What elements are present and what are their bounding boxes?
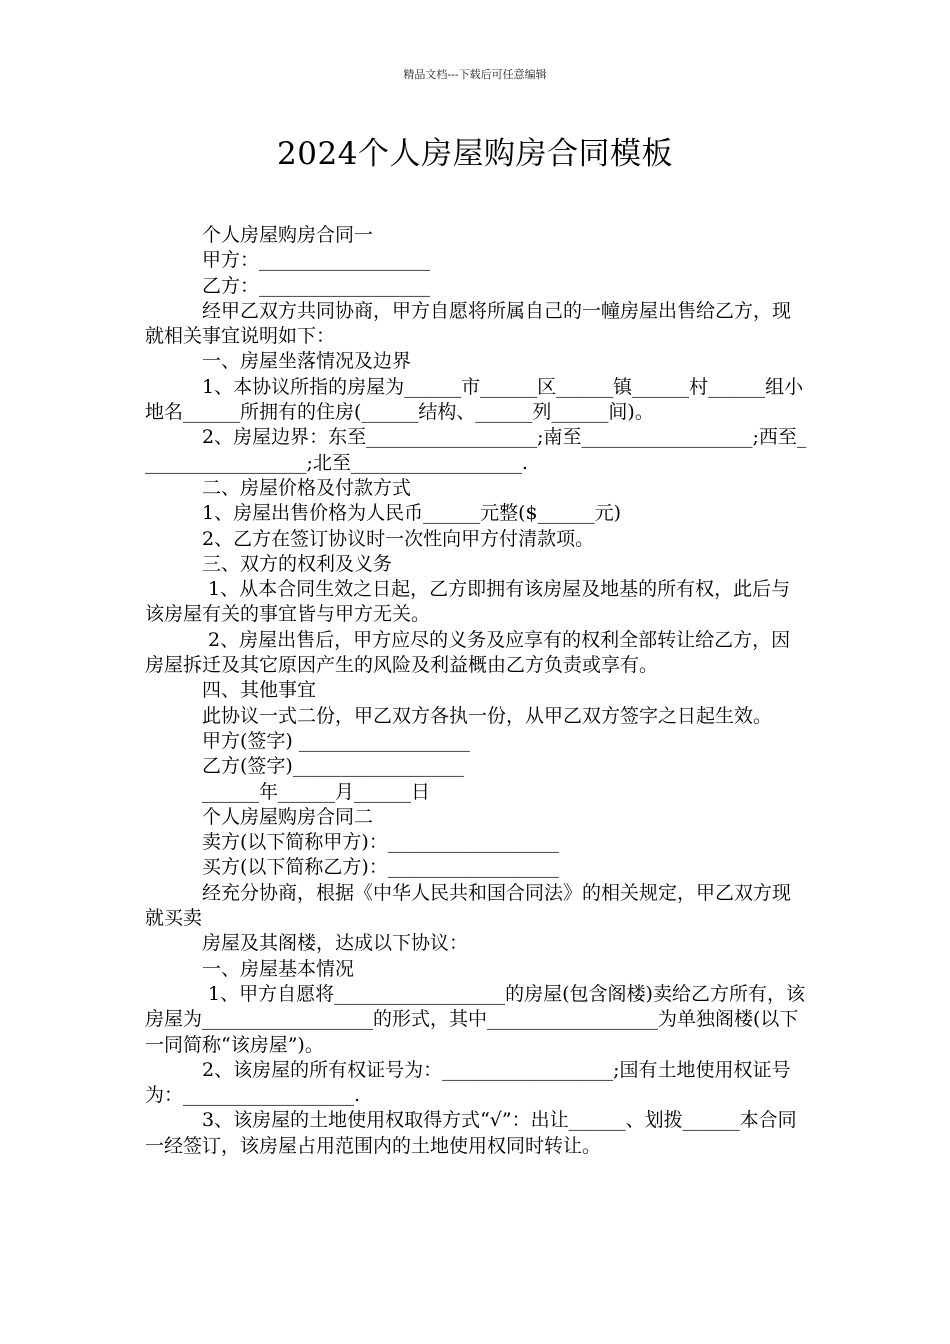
paragraph: 2、房屋边界：东至__________________;南至__________________;西至__________________;北至__________________. — [145, 426, 807, 474]
paragraph: 经甲乙双方共同协商，甲方自愿将所属自己的一幢房屋出售给乙方，现就相关事宜说明如下： — [145, 299, 792, 348]
paragraph: 三、双方的权利及义务 — [202, 552, 393, 575]
paragraph: 2、乙方在签订协议时一次性向甲方付清款项。 — [202, 527, 595, 550]
paragraph: 买方(以下简称乙方)：__________________ — [202, 856, 559, 879]
paragraph: 2、该房屋的所有权证号为：__________________;国有土地使用权证号为：__________________. — [145, 1058, 791, 1107]
paragraph: 甲方(签字) __________________ — [202, 729, 470, 752]
paragraph: 个人房屋购房合同一 — [202, 224, 374, 246]
paragraph: 乙方：__________________ — [202, 274, 431, 297]
paragraph: 1、从本合同生效之日起，乙方即拥有该房屋及地基的所有权，此后与该房屋有关的事宜皆与甲方无关。 — [145, 578, 791, 626]
paragraph: ______年______月______日 — [202, 780, 431, 803]
paragraph: 3、该房屋的土地使用权取得方式“√”：出让______、划拨______本合同一经签订，该房屋占用范围内的土地使用权同时转让。 — [145, 1109, 797, 1157]
paragraph: 经充分协商，根据《中华人民共和国合同法》的相关规定，甲乙双方现就买卖 — [145, 881, 792, 930]
paragraph: 1、甲方自愿将__________________的房屋(包含阁楼)卖给乙方所有，该房屋为__________________的形式，其中__________________为单独阁楼(以下一同简称“该房屋”)。 — [145, 982, 805, 1056]
paragraph: 1、本协议所指的房屋为______市______区______镇______村______组小地名______所拥有的住房(______结构、______列______间)。 — [145, 375, 804, 424]
paragraph: 一、房屋坐落情况及边界 — [202, 350, 412, 373]
page-header: 精品文档---下载后可任意编辑 — [403, 68, 547, 81]
document-title: 2024个人房屋购房合同模板 — [277, 136, 673, 172]
paragraph: 一、房屋基本情况 — [202, 957, 355, 980]
paragraph: 房屋及其阁楼，达成以下协议： — [202, 932, 469, 955]
paragraph: 2、房屋出售后，甲方应尽的义务及应享有的权利全部转让给乙方，因房屋拆迁及其它原因产生的风险及利益概由乙方负责或享有。 — [145, 628, 791, 677]
paragraph: 二、房屋价格及付款方式 — [202, 476, 412, 499]
paragraph: 乙方(签字)__________________ — [202, 755, 464, 778]
document-body — [145, 223, 807, 1159]
paragraph: 个人房屋购房合同二 — [202, 805, 374, 828]
paragraph: 此协议一式二份，甲乙双方各执一份，从甲乙双方签字之日起生效。 — [202, 704, 773, 727]
paragraph: 四、其他事宜 — [202, 679, 317, 702]
paragraph: 1、房屋出售价格为人民币______元整($______元) — [202, 502, 622, 525]
paragraph: 甲方：__________________ — [202, 249, 431, 272]
paragraph: 卖方(以下简称甲方)：__________________ — [202, 831, 559, 854]
